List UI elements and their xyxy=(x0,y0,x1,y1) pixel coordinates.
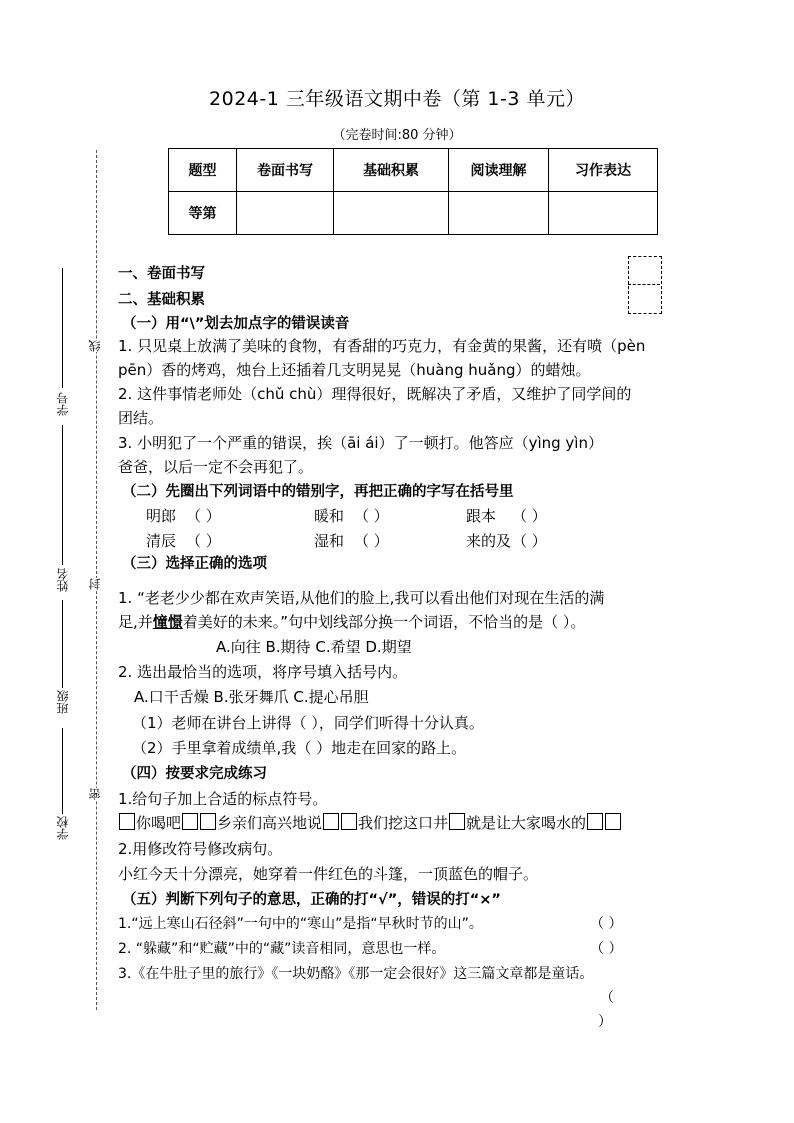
question-text: 1.给句子加上合适的标点符号。 xyxy=(118,790,328,808)
score-table xyxy=(168,148,658,235)
header-cell: 习作表达 xyxy=(549,149,658,192)
punctuation-box[interactable] xyxy=(449,813,465,830)
score-box[interactable] xyxy=(628,256,662,314)
header-cell: 基础积累 xyxy=(334,149,449,192)
answer-paren[interactable]: （ ） xyxy=(512,532,547,550)
punctuation-box[interactable] xyxy=(182,813,198,830)
judge-item: 3.《在牛肚子里的旅行》《一块奶酪》《那一定会很好》这三篇文章都是童话。 xyxy=(118,966,594,982)
punctuation-box[interactable] xyxy=(119,813,135,830)
part-2-heading: （二）先圈出下列词语中的错别字，再把正确的字写在括号里 xyxy=(122,484,514,500)
word-item: 暖和 xyxy=(314,507,345,525)
school-line xyxy=(62,728,63,814)
punctuation-box[interactable] xyxy=(605,813,621,830)
sentence-fragment: 你喝吧 xyxy=(136,814,182,832)
punctuation-sentence xyxy=(118,811,622,835)
section-2-title: 二、基础积累 xyxy=(118,292,205,308)
answer-paren[interactable]: （ ） xyxy=(590,916,623,932)
part-1-line: 团结。 xyxy=(118,409,164,427)
answer-paren[interactable]: （ ） xyxy=(590,941,623,957)
part-5-heading: （五）判断下列句子的意思，正确的打“√”，错误的打“×” xyxy=(122,892,501,908)
grade-label-cell: 等第 xyxy=(169,192,237,235)
question-text-part: 足,并 xyxy=(118,613,153,631)
score-table-header-row xyxy=(169,149,658,192)
question-text: 小红今天十分漂亮，她穿着一件红色的斗篷，一顶蓝色的帽子。 xyxy=(118,865,539,883)
question-options: A.口干舌燥 B.张牙舞爪 C.提心吊胆 xyxy=(134,688,369,706)
word-item: 来的及 xyxy=(466,532,512,550)
class-label: 班级 xyxy=(56,690,70,714)
sentence-fragment: 我们挖这口井 xyxy=(358,814,449,832)
header-cell: 题型 xyxy=(169,149,237,192)
word-item: 湿和 xyxy=(314,532,345,550)
question-text xyxy=(118,610,585,634)
grade-cell[interactable] xyxy=(334,192,449,235)
answer-paren[interactable]: （ ） xyxy=(186,507,221,525)
punctuation-box[interactable] xyxy=(323,813,339,830)
underlined-word: 憧憬 xyxy=(152,613,183,631)
part-3-heading: （三）选择正确的选项 xyxy=(122,556,267,572)
question-text: （2）手里拿着成绩单,我（ ）地走在回家的路上。 xyxy=(132,739,467,757)
part-1-line: 爸爸，以后一定不会再犯了。 xyxy=(118,458,314,476)
question-text: 2.用修改符号修改病句。 xyxy=(118,840,283,858)
name-label: 姓名 xyxy=(56,568,70,592)
answer-paren-open[interactable]: （ xyxy=(600,990,614,1006)
part-4-heading: （四）按要求完成练习 xyxy=(122,766,267,782)
grade-cell[interactable] xyxy=(549,192,658,235)
word-item: 清辰 xyxy=(146,532,177,550)
word-item: 跟本 xyxy=(466,507,497,525)
answer-paren-close[interactable]: ） xyxy=(598,1014,612,1030)
school-label: 学校 xyxy=(56,816,70,840)
class-line xyxy=(62,600,63,688)
part-1-line: 2. 这件事情老师处（chǔ chù）理得很好，既解决了矛盾，又维护了同学间的 xyxy=(118,385,632,403)
grade-cell[interactable] xyxy=(449,192,549,235)
answer-paren[interactable]: （ ） xyxy=(354,532,389,550)
section-1-title: 一、卷面书写 xyxy=(118,266,205,282)
page-title: 2024-1 三年级语文期中卷（第 1-3 单元） xyxy=(209,88,585,110)
judge-item: 2. “躲藏”和“贮藏”中的“藏”读音相同，意思也一样。 xyxy=(118,941,446,957)
punctuation-box[interactable] xyxy=(341,813,357,830)
seal-xian: 线 xyxy=(88,340,102,352)
answer-paren[interactable]: （ ） xyxy=(186,532,221,550)
seal-feng: 封 xyxy=(88,578,102,590)
part-1-line: 3. 小明犯了一个严重的错误，挨（āi ái）了一顿打。他答应（yìng yìn） xyxy=(118,434,603,452)
question-options: A.向往 B.期待 C.希望 D.期望 xyxy=(216,638,412,656)
word-item: 明郎 xyxy=(146,507,177,525)
page-subtitle: （完卷时间:80 分钟） xyxy=(332,128,462,143)
grade-cell[interactable] xyxy=(237,192,334,235)
question-text: （1）老师在讲台上讲得（ ），同学们听得十分认真。 xyxy=(132,714,484,732)
judge-item: 1.“远上寒山石径斜”一句中的“寒山”是指“早秋时节的山”。 xyxy=(118,916,483,932)
part-1-line: pēn）香的烤鸡，烛台上还插着几支明晃晃（huàng huǎng）的蜡烛。 xyxy=(118,361,591,379)
punctuation-box[interactable] xyxy=(200,813,216,830)
part-1-heading: （一）用“\”划去加点字的错误读音 xyxy=(122,316,350,332)
seal-mi: 密 xyxy=(88,788,102,800)
header-cell: 阅读理解 xyxy=(449,149,549,192)
score-table-grade-row xyxy=(169,192,658,235)
answer-paren[interactable]: （ ） xyxy=(512,507,547,525)
header-cell: 卷面书写 xyxy=(237,149,334,192)
score-box-divider xyxy=(628,284,660,285)
sentence-fragment: 乡亲们高兴地说 xyxy=(217,814,323,832)
number-line xyxy=(62,268,63,388)
answer-paren[interactable]: （ ） xyxy=(354,507,389,525)
number-label: 学号 xyxy=(56,392,70,416)
question-text-part: 着美好的未来。”句中划线部分换一个词语，不恰当的是（ ）。 xyxy=(182,613,586,631)
punctuation-box[interactable] xyxy=(587,813,603,830)
question-text: 1. “老老少少都在欢声笑语,从他们的脸上,我可以看出他们对现在生活的满 xyxy=(118,589,605,607)
part-1-line: 1. 只见桌上放满了美味的食物，有香甜的巧克力，有金黄的果酱，还有喷（pèn xyxy=(118,337,646,355)
name-line xyxy=(62,425,63,565)
question-text: 2. 选出最恰当的选项，将序号填入括号内。 xyxy=(118,663,408,681)
sentence-fragment: 就是让大家喝水的 xyxy=(466,814,587,832)
